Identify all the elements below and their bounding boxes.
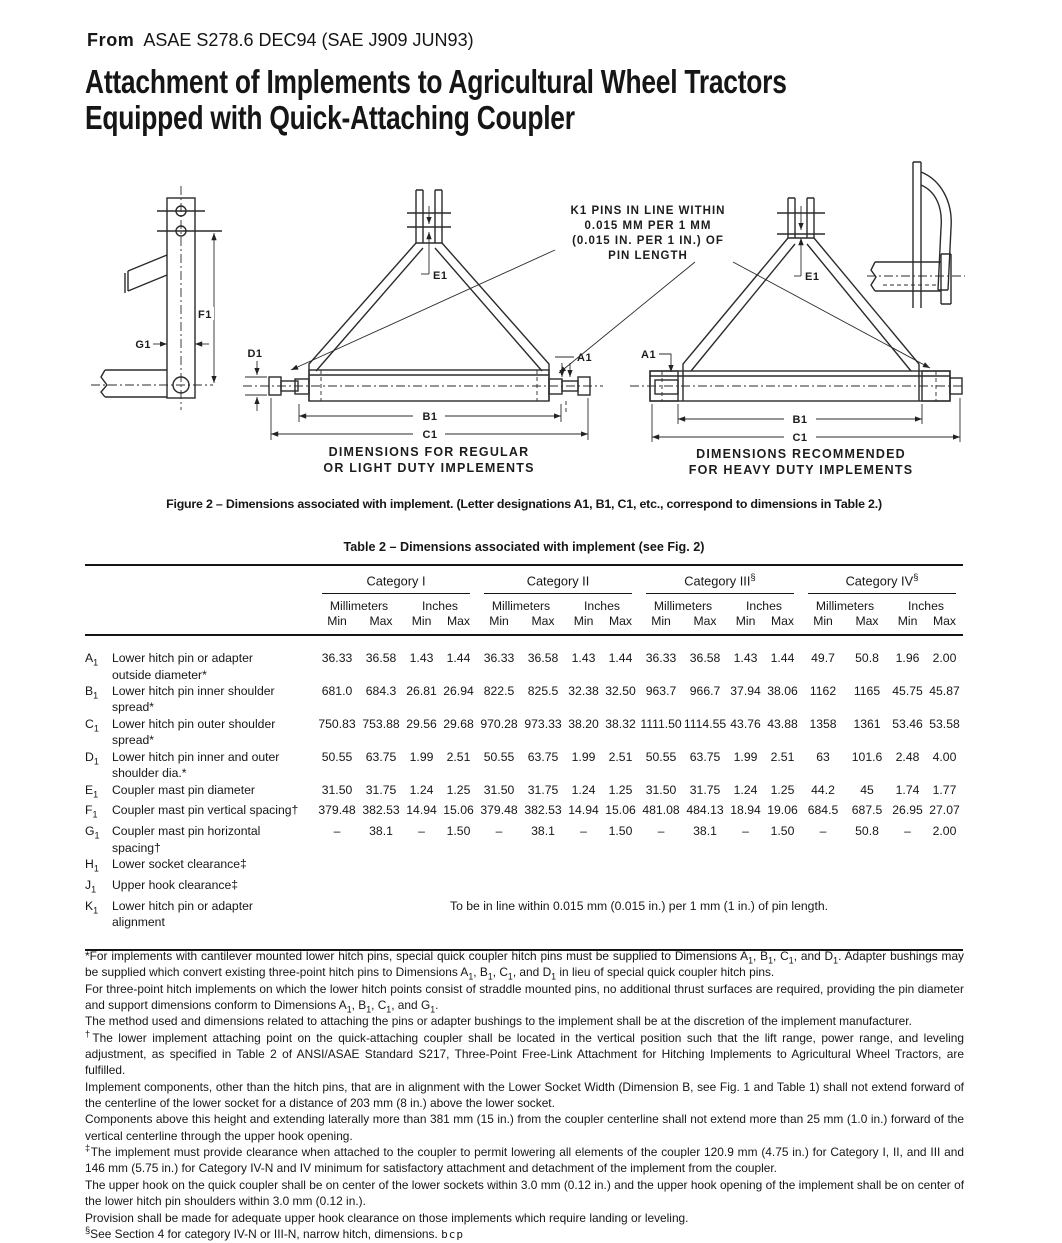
row-empty (315, 856, 963, 877)
table-cell: 36.33 (645, 651, 677, 666)
table-2 (85, 564, 963, 951)
table-cell: 36.33 (483, 651, 515, 666)
minmax-header: Max (932, 614, 957, 629)
row-stub (85, 716, 315, 749)
category-label: Category IV§ (808, 572, 956, 594)
table-cell: 1.44 (608, 651, 633, 666)
table-cell: 1.99 (571, 749, 596, 764)
category-footnote-mark: § (750, 572, 756, 583)
table-cell: 101.6 (851, 749, 883, 764)
table-cell: 750.83 (318, 716, 356, 731)
minmax-header: Max (446, 614, 471, 629)
minmax-header: Min (897, 614, 918, 629)
table-cell: 38.1 (693, 824, 717, 839)
category-header-row (85, 572, 963, 594)
table-cell: 38.20 (568, 716, 599, 731)
table-cell: – (742, 824, 749, 839)
minmax-header-row (85, 614, 963, 628)
minmax-header: Min (735, 614, 756, 629)
table-cell: 1.44 (770, 651, 795, 666)
table-cell: 1.25 (770, 782, 795, 797)
row-description-line: shoulder dia.* (112, 766, 187, 781)
minmax-header: Min (813, 614, 833, 629)
minmax-header: Max (608, 614, 633, 629)
table-cell: 1165 (853, 684, 881, 699)
table-cell: 14.94 (568, 803, 599, 818)
table-cell: 45.87 (929, 684, 960, 699)
table-cell: 4.00 (932, 749, 957, 764)
row-symbol: $F_1$ (85, 803, 98, 820)
row-symbol: $H_1$ (85, 857, 99, 874)
minmax-header: Min (489, 614, 509, 629)
k1-leader-lines (291, 250, 930, 373)
row-stub (85, 823, 315, 856)
minmax-header: Max (693, 614, 717, 629)
row-description-line: spacing† (112, 840, 161, 855)
table-cell: – (495, 824, 503, 839)
hidden-lines-mid (321, 370, 566, 414)
k1-note-line-3: (0.015 IN. PER 1 IN.) OF (572, 235, 724, 247)
dim-label-f1: F1 (198, 309, 212, 321)
table-cell: 49.7 (811, 651, 835, 666)
table-cell: 38.32 (605, 716, 636, 731)
row-description (112, 683, 315, 716)
footnote: ‡The implement must provide clearance when attached to the coupler to permit lowering all elements of the coupler 120.9 mm (4.75 in.) for Category I, II, and III and 146 mm (5.75 in.) for Category IV-N and IV minimum for satisfactory attachment and detachment of the implement from the coupler. (85, 1143, 964, 1176)
category-header (639, 572, 801, 594)
table-cell: 19.06 (767, 803, 798, 818)
row-note: To be in line within 0.015 mm (0.015 in.) per 1 mm (1 in.) of pin length. (450, 898, 828, 913)
row-empty (315, 877, 963, 898)
table-row (85, 650, 963, 683)
table-cell: 27.07 (929, 803, 960, 818)
category-label: Category III§ (646, 572, 794, 594)
category-label: Category I (322, 572, 470, 594)
table-cell: 26.94 (443, 684, 474, 699)
table-cell: 681.0 (321, 684, 353, 699)
table-cell: 484.13 (686, 803, 724, 818)
table-cell: 1.96 (895, 651, 920, 666)
table-cell: 1.24 (571, 782, 596, 797)
row-description-line: alignment (112, 915, 165, 930)
table-row (85, 782, 963, 803)
table-row (85, 877, 963, 898)
row-description-line: Lower hitch pin inner shoulder (112, 684, 275, 699)
footnotes (85, 948, 964, 1243)
table-cell: 32.50 (605, 684, 636, 699)
table-cell: 50.8 (855, 824, 879, 839)
table-cell: 382.53 (524, 803, 562, 818)
row-description-line: Upper hook clearance‡ (112, 877, 239, 892)
footnote: Implement components, other than the hitch pins, that are in alignment with the Lower Socket Width (Dimension B, see Fig. 1 and Table 1) shall not extend forward of the centerline of the lower socket for a distance of 203 mm (8 in.) above the lower socket. (85, 1079, 964, 1111)
stub-spacer (85, 599, 315, 613)
row-description-line: Coupler mast pin diameter (112, 782, 255, 797)
row-stub (85, 650, 315, 683)
row-stub (85, 877, 315, 898)
table-cell: 29.56 (406, 716, 437, 731)
table-cell: – (418, 824, 425, 839)
minmax-header: Max (770, 614, 795, 629)
table-row (85, 823, 963, 856)
row-description (112, 856, 315, 877)
table-cell: 822.5 (483, 684, 515, 699)
row-description-line: spread* (112, 733, 155, 748)
table-cell: 1.44 (446, 651, 471, 666)
footnote: The method used and dimensions related to attaching the pins or adapter bushings to the implement shall be at the discretion of the implement manufacturer. (85, 1014, 912, 1029)
minmax-header: Min (411, 614, 432, 629)
table-cell: 63.75 (689, 749, 721, 764)
table-cell: 382.53 (362, 803, 400, 818)
unit-header: Inches (908, 599, 944, 614)
row-description (112, 716, 315, 749)
table-cell: 1358 (809, 716, 837, 731)
category-label: Category II (484, 572, 632, 594)
row-stub (85, 683, 315, 716)
dim-label-c1-right: C1 (792, 432, 808, 444)
row-symbol: $A_1$ (85, 651, 99, 668)
minmax-header: Max (855, 614, 879, 629)
table-cell: 2.51 (770, 749, 795, 764)
row-description (112, 823, 315, 856)
table-cell: 43.88 (767, 716, 798, 731)
unit-header: Inches (746, 599, 782, 614)
footnote: The upper hook on the quick coupler shall be on center of the lower sockets within 3.0 mm (0.12 in.) and the upper hook opening of the implement shall be on center of the lower hitch pin shoulders within 3.0 mm (0.12 in.). (85, 1177, 964, 1209)
k1-note (571, 205, 726, 262)
table-cell: 26.81 (406, 684, 437, 699)
table-cell: 684.5 (807, 803, 839, 818)
table-cell: 50.55 (321, 749, 353, 764)
light-duty-caption-2: OR LIGHT DUTY IMPLEMENTS (323, 461, 535, 475)
dim-label-c1-mid: C1 (422, 429, 438, 441)
table-cell: 31.75 (527, 782, 559, 797)
table-cell: 1.25 (446, 782, 471, 797)
table-cell: 36.58 (689, 651, 721, 666)
row-stub (85, 749, 315, 782)
row-description (112, 802, 315, 823)
minmax-header: Min (651, 614, 671, 629)
table-cell: 18.94 (730, 803, 761, 818)
dim-label-a1-right: A1 (641, 349, 657, 361)
row-description-line: Lower hitch pin outer shoulder (112, 716, 276, 731)
row-description-line: spread* (112, 700, 155, 715)
dim-label-a1-mid: A1 (577, 352, 593, 364)
row-symbol: $E_1$ (85, 782, 99, 799)
table-cell: 1.24 (409, 782, 434, 797)
source-reference: ASAE S278.6 DEC94 (SAE J909 JUN93) (143, 30, 474, 50)
table-cell: 50.55 (645, 749, 677, 764)
dim-label-d1: D1 (247, 348, 263, 360)
table-cell: 970.28 (480, 716, 518, 731)
minmax-header: Max (531, 614, 555, 629)
table-cell: 1361 (853, 716, 881, 731)
dim-label-e1-mid: E1 (433, 270, 448, 282)
footnote: Provision shall be made for adequate upper hook clearance on those implements which require landing or leveling. (85, 1210, 689, 1225)
row-symbol: $C_1$ (85, 716, 99, 734)
category-header (477, 572, 639, 594)
table-cell: – (904, 824, 911, 839)
table-cell: 38.1 (369, 824, 393, 839)
minmax-header: Min (327, 614, 347, 629)
minmax-header: Max (369, 614, 393, 629)
row-symbol: $B_1$ (85, 684, 99, 701)
print-mark: bcp (441, 1227, 464, 1241)
table-cell: – (333, 824, 341, 839)
table-cell: 50.8 (855, 651, 879, 666)
table-cell: 45 (860, 782, 874, 797)
table-cell: 15.06 (605, 803, 636, 818)
unit-header: Inches (422, 599, 458, 614)
row-stub (85, 898, 315, 931)
unit-header: Millimeters (653, 599, 713, 614)
table-cell: 1.50 (446, 824, 471, 839)
row-symbol: $D_1$ (85, 749, 99, 767)
table-cell: 2.48 (895, 749, 920, 764)
table-cell: 1.43 (571, 651, 596, 666)
table-cell: 2.00 (932, 824, 957, 839)
heavy-duty-caption-1: DIMENSIONS RECOMMENDED (696, 447, 906, 461)
table-cell: 1.43 (409, 651, 434, 666)
stub-spacer (85, 572, 315, 594)
light-duty-frame (269, 190, 593, 401)
table-cell: – (657, 824, 665, 839)
source-line (87, 30, 474, 51)
row-description-line: Lower hitch pin or adapter (112, 651, 253, 666)
table-cell: 44.2 (811, 782, 835, 797)
category-footnote-mark: § (913, 572, 919, 583)
table-cell: 1.74 (895, 782, 920, 797)
table-cell: 1.43 (733, 651, 758, 666)
row-description (112, 898, 315, 931)
table-row (85, 749, 963, 782)
table-cell: 1114.55 (683, 716, 727, 731)
table-cell: 31.50 (483, 782, 515, 797)
row-symbol: $J_1$ (85, 877, 97, 895)
row-description (112, 650, 315, 683)
table-cell: 53.46 (892, 716, 923, 731)
table-cell: 31.50 (321, 782, 353, 797)
row-description-line: Coupler mast pin horizontal (112, 824, 261, 839)
table-cell: 1.99 (409, 749, 434, 764)
table-cell: 43.76 (730, 716, 761, 731)
table-cell: 31.75 (689, 782, 721, 797)
table-cell: 2.51 (608, 749, 633, 764)
table-cell: 15.06 (443, 803, 474, 818)
label-backgrounds (413, 408, 816, 443)
table-cell: 36.58 (365, 651, 397, 666)
table-cell: 1.77 (932, 782, 957, 797)
mast-side-view (101, 198, 222, 398)
table-cell: 481.08 (642, 803, 680, 818)
table-rule-top (85, 564, 963, 566)
table-body (85, 636, 963, 948)
category-header (315, 572, 477, 594)
table-cell: 1.50 (770, 824, 795, 839)
row-description-line: Lower hitch pin inner and outer (112, 749, 280, 764)
footnote: Components above this height and extending laterally more than 381 mm (15 in.) from the coupler centerline shall not extend more than 25 mm (1.0 in.) forward of the vertical centerline through the upper hook opening. (85, 1112, 964, 1143)
coupler-side-view (871, 162, 951, 308)
table-cell: 1111.50 (640, 716, 682, 731)
table-cell: 63.75 (527, 749, 559, 764)
table-cell: 1.24 (733, 782, 758, 797)
table-cell: 687.5 (851, 803, 883, 818)
table-cell: 1162 (809, 684, 837, 699)
unit-header: Millimeters (815, 599, 875, 614)
row-description (112, 782, 315, 803)
table-cell: 14.94 (406, 803, 437, 818)
unit-header: Millimeters (491, 599, 551, 614)
row-stub (85, 856, 315, 877)
table-cell: 26.95 (892, 803, 923, 818)
figure-caption: Figure 2 – Dimensions associated with implement. (Letter designations A1, B1, C1, etc., correspond to dimensions in Table 2.) (166, 497, 882, 511)
table-cell: 29.68 (443, 716, 474, 731)
table-cell: 38.06 (767, 684, 798, 699)
table-cell: 53.58 (929, 716, 960, 731)
heavy-duty-caption-2: FOR HEAVY DUTY IMPLEMENTS (688, 463, 914, 477)
table-row (85, 856, 963, 877)
row-description-line: Lower hitch pin or adapter (112, 898, 253, 913)
unit-header: Inches (584, 599, 620, 614)
dim-label-b1-mid: B1 (422, 411, 438, 423)
table-cell: 1.50 (608, 824, 633, 839)
table-cell: 753.88 (362, 716, 400, 731)
table-cell: 963.7 (645, 684, 677, 699)
table-row (85, 683, 963, 716)
table-cell: 36.33 (321, 651, 353, 666)
table-cell: 973.33 (524, 716, 562, 731)
table-cell: 63.75 (365, 749, 397, 764)
table-cell: – (580, 824, 587, 839)
light-duty-caption-1: DIMENSIONS FOR REGULAR (328, 445, 530, 459)
row-description-line: outside diameter* (112, 667, 207, 682)
table-row (85, 716, 963, 749)
table-cell: 2.51 (446, 749, 471, 764)
table-cell: 966.7 (689, 684, 721, 699)
table-cell: 1.25 (608, 782, 633, 797)
dim-label-b1-right: B1 (792, 414, 808, 426)
row-symbol: $K_1$ (85, 898, 99, 916)
table-cell: 45.75 (892, 684, 923, 699)
k1-note-line-2: 0.015 MM PER 1 MM (584, 220, 712, 232)
units-header-row (85, 599, 963, 613)
minmax-header: Min (573, 614, 594, 629)
row-stub (85, 802, 315, 823)
row-description (112, 877, 315, 898)
dim-label-e1-right: E1 (805, 271, 820, 283)
category-header (801, 572, 963, 594)
footnote: §See Section 4 for category IV-N or III-N, narrow hitch, dimensions. bcp (85, 1224, 464, 1241)
table-cell: 379.48 (318, 803, 356, 818)
from-label: From (87, 30, 135, 50)
table-cell: 38.1 (531, 824, 555, 839)
table-cell: 825.5 (527, 684, 559, 699)
table-cell: 31.75 (365, 782, 397, 797)
table-cell: – (819, 824, 827, 839)
figure-2-drawing (85, 158, 965, 488)
table-cell: 50.55 (483, 749, 515, 764)
row-description (112, 749, 315, 782)
table-cell: 31.50 (645, 782, 677, 797)
stub-spacer (85, 614, 315, 628)
table-cell: 2.00 (932, 651, 957, 666)
table-cell: 32.38 (568, 684, 599, 699)
row-symbol: $G_1$ (85, 824, 100, 841)
footnote: *For implements with cantilever mounted lower hitch pins, special quick coupler hitch pins must be supplied to Dimensions $A_1$, $B_1$, $C_1$, and $D_1$. Adapter bushings may be supplied which convert existing three-point hitch pins to Dimensions $A_1$, $B_1$, $C_1$, and $D_1$ in lieu of special quick coupler hitch pins. (85, 949, 965, 982)
unit-header: Millimeters (329, 599, 389, 614)
title-line-1: Attachment of Implements to Agricultural Wheel Tractors (85, 63, 787, 100)
row-description-line: Coupler mast pin vertical spacing† (112, 803, 299, 818)
table-row (85, 802, 963, 823)
title-line-2: Equipped with Quick-Attaching Coupler (85, 99, 575, 136)
table-cell: 63 (816, 749, 830, 764)
table-row (85, 898, 963, 931)
table-caption: Table 2 – Dimensions associated with implement (see Fig. 2) (343, 540, 705, 554)
footnote: †The lower implement attaching point on the quick-attaching coupler shall be located in the vertical position such that the lift range, power range, and leveling adjustment, as specified in Table 2 of ANSI/ASAE Standard S217, Three-Point Free-Link Attachment for Hitching Implements to Agricultural Wheel Tractors, are fulfilled. (85, 1028, 964, 1078)
k1-note-line-4: PIN LENGTH (608, 250, 688, 262)
table-cell: 684.3 (365, 684, 397, 699)
table-cell: 37.94 (730, 684, 761, 699)
dim-label-g1: G1 (135, 339, 151, 351)
row-description-line: Lower socket clearance‡ (112, 857, 247, 872)
row-stub (85, 782, 315, 803)
k1-note-line-1: K1 PINS IN LINE WITHIN (570, 205, 726, 217)
table-cell: 1.99 (733, 749, 758, 764)
page-title (85, 64, 787, 136)
footnote: For three-point hitch implements on which the lower hitch points consist of straddle mounted pins, no additional thrust surfaces are required, providing the pin diameter and support dimensions conform to Dimensions $A_1$, $B_1$, $C_1$, and $G_1$. (85, 981, 964, 1015)
table-cell: 379.48 (480, 803, 518, 818)
table-cell: 36.58 (527, 651, 559, 666)
